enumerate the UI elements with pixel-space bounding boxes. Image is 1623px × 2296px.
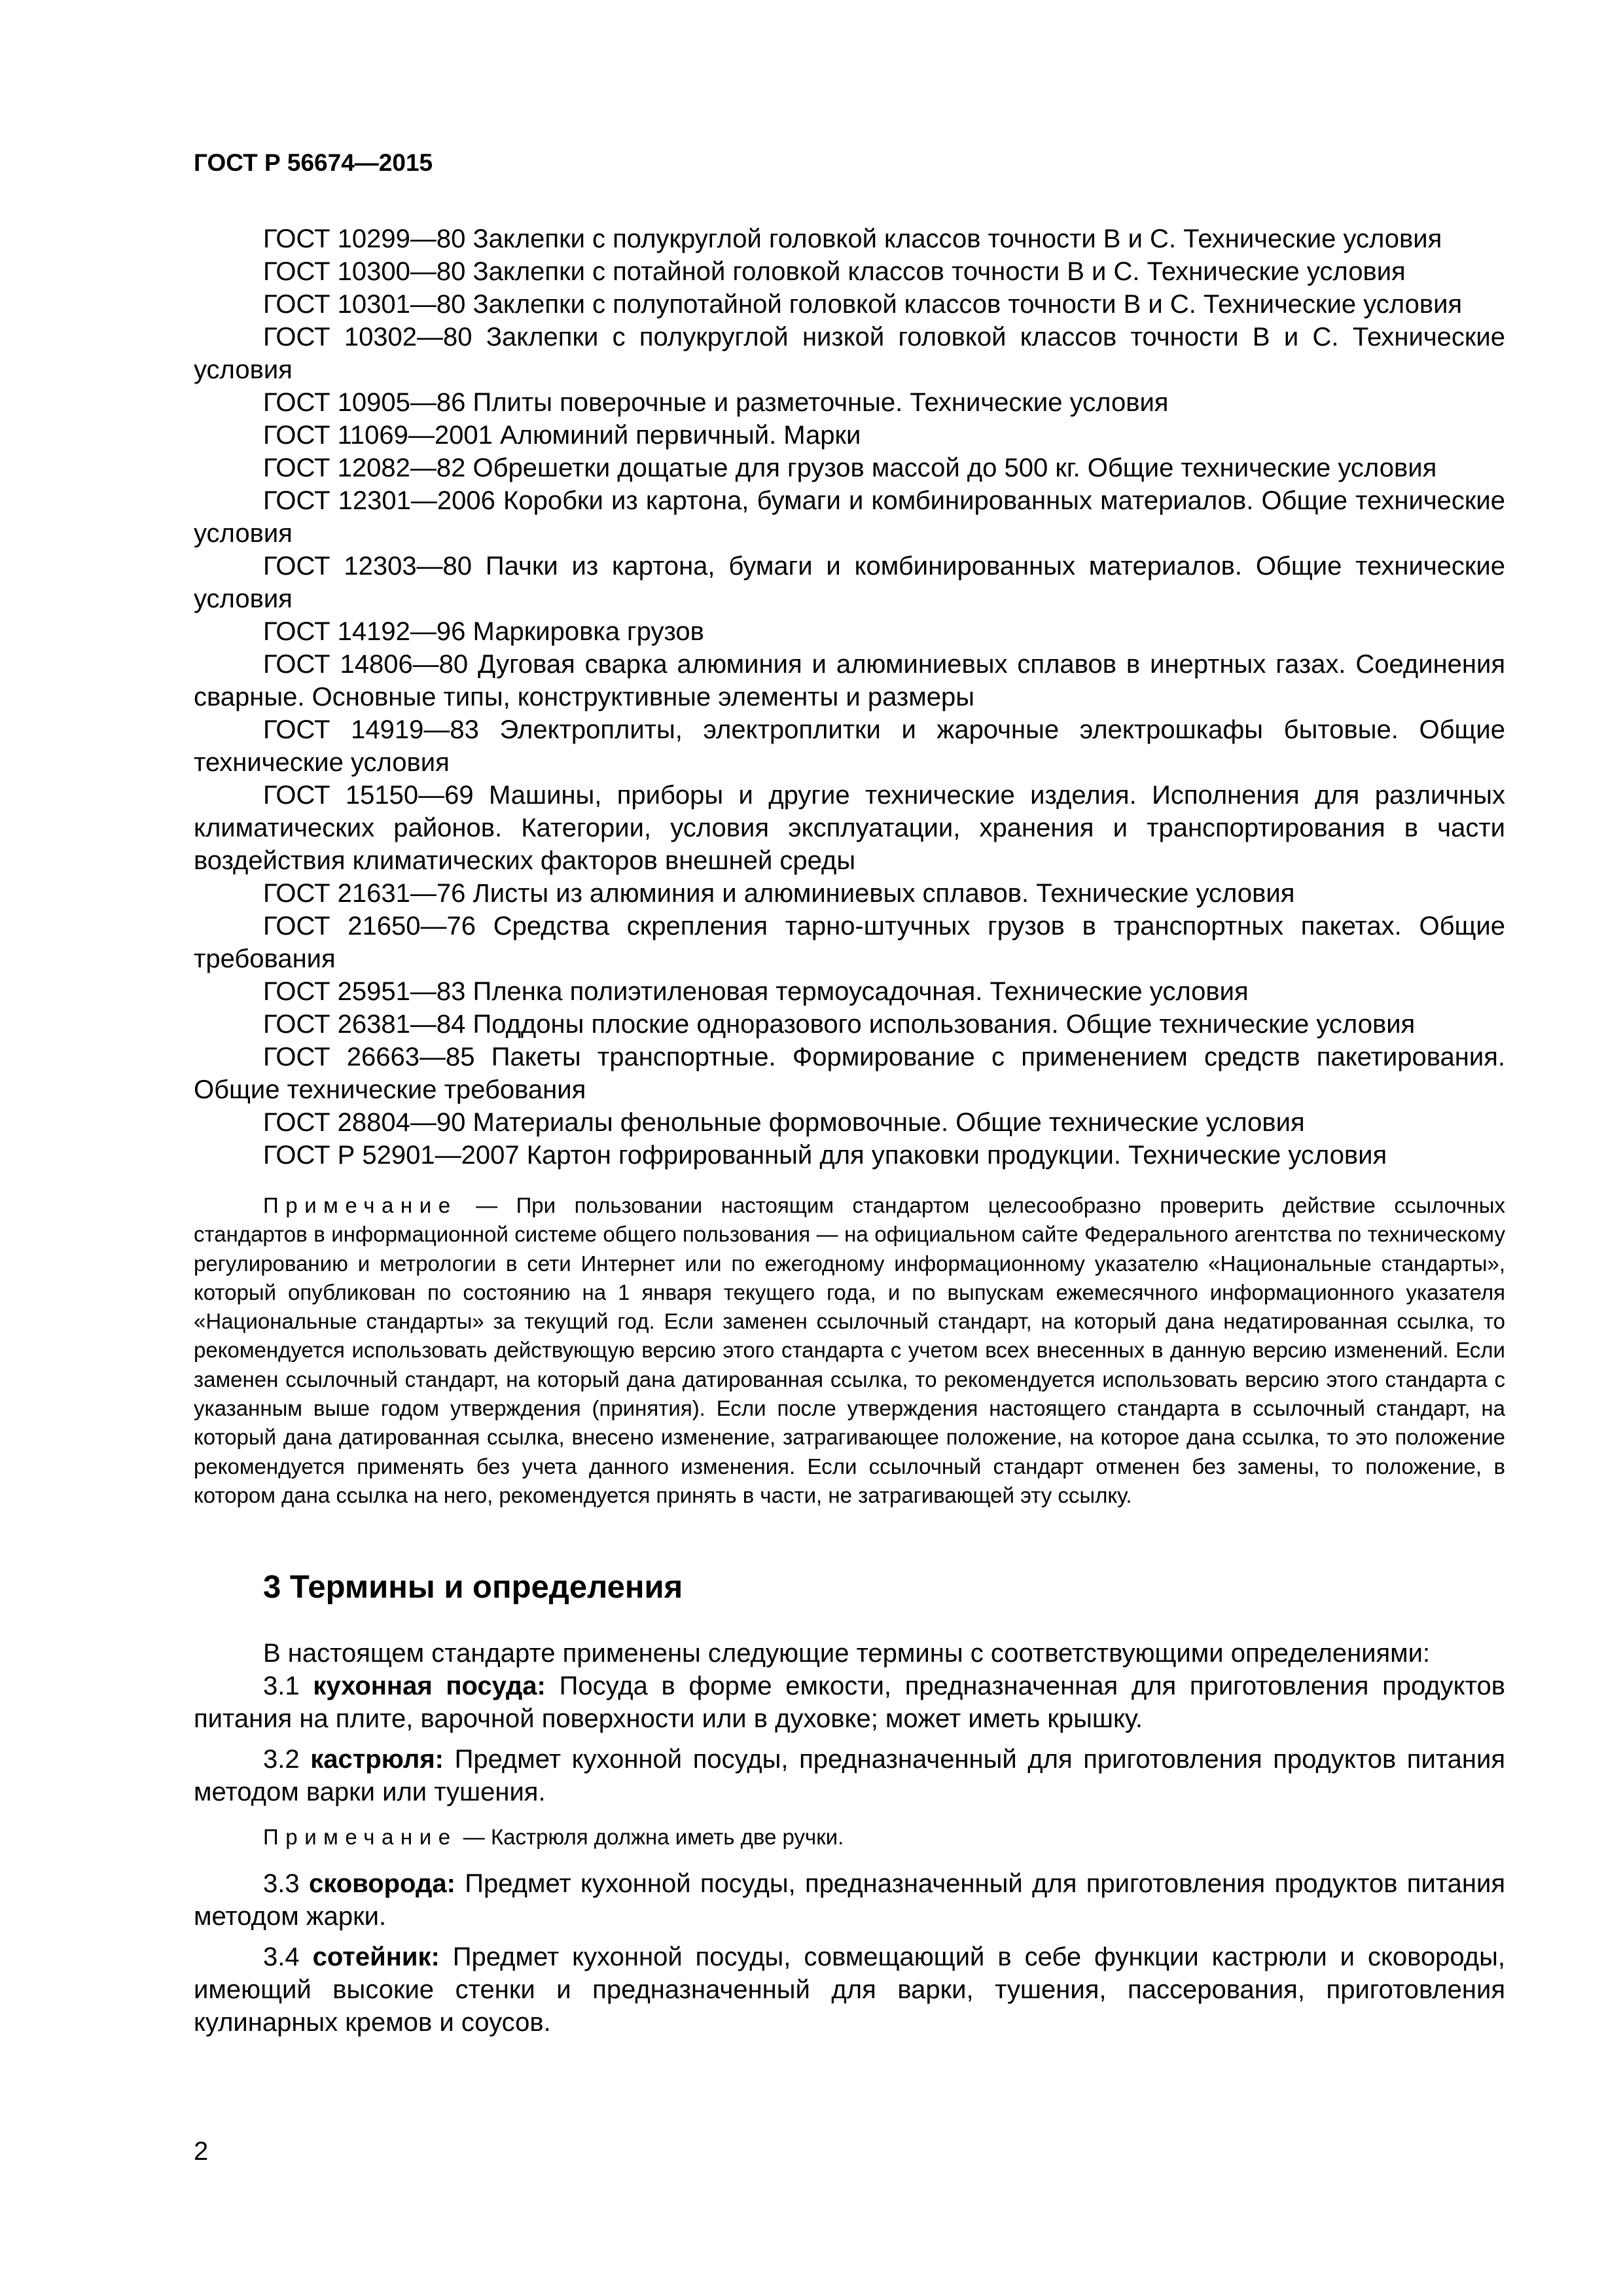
reference-item: ГОСТ 26381—84 Поддоны плоские одноразового использования. Общие технические условия xyxy=(263,1010,1416,1039)
term-entry xyxy=(194,1867,1505,1933)
reference-item: ГОСТ 21631—76 Листы из алюминия и алюминиевых сплавов. Технические условия xyxy=(263,879,1295,908)
term-name: сотейник: xyxy=(312,1943,440,1972)
term-name: сковорода: xyxy=(308,1869,455,1899)
reference-item: ГОСТ 21650—76 Средства скрепления тарно-штучных грузов в транспортных пакетах. Общие требования xyxy=(194,912,1505,973)
reference-item: ГОСТ 14192—96 Маркировка грузов xyxy=(263,617,704,646)
term-name: кухонная посуда: xyxy=(313,1672,546,1701)
document-header: ГОСТ Р 56674—2015 xyxy=(194,149,433,176)
reference-item: ГОСТ 26663—85 Пакеты транспортные. Формирование с применением средств пакетирования. Общие технические требования xyxy=(194,1043,1505,1104)
term-name: кастрюля: xyxy=(310,1745,444,1774)
reference-item: ГОСТ 14919—83 Электроплиты, электроплитки и жарочные электрошкафы бытовые. Общие технические условия xyxy=(194,715,1505,777)
reference-item: ГОСТ 15150—69 Машины, приборы и другие технические изделия. Исполнения для различных климатических районов. Категории, условия эксплуатации, хранения и транспортирования в части воздействия климатических факторов внешней среды xyxy=(194,781,1505,875)
reference-item: ГОСТ 25951—83 Пленка полиэтиленовая термоусадочная. Технические условия xyxy=(263,977,1249,1006)
reference-item: ГОСТ 14806—80 Дуговая сварка алюминия и алюминиевых сплавов в инертных газах. Соединения сварные. Основные типы, конструктивные элементы и размеры xyxy=(194,650,1505,711)
note-label: Примечание xyxy=(263,1825,457,1850)
page-number: 2 xyxy=(194,2137,209,2166)
reference-item: ГОСТ 10302—80 Заклепки с полукруглой низкой головкой классов точности В и С. Технические условия xyxy=(194,323,1505,384)
reference-item: ГОСТ 12082—82 Обрешетки дощатые для грузов массой до 500 кг. Общие технические условия xyxy=(263,454,1437,482)
term-number: 3.2 xyxy=(263,1745,311,1774)
term-definition: Предмет кухонной посуды, предназначенный для приготовления продуктов питания методом варки или тушения. xyxy=(194,1745,1506,1807)
reference-item: ГОСТ 11069—2001 Алюминий первичный. Марки xyxy=(263,421,861,450)
section-intro: В настоящем стандарте применены следующие термины с соответствующими определениями: xyxy=(263,1639,1431,1668)
note-label: Примечание xyxy=(263,1193,457,1217)
term-note xyxy=(194,1823,1505,1852)
reference-item: ГОСТ 12301—2006 Коробки из картона, бумаги и комбинированных материалов. Общие технические условия xyxy=(194,486,1505,548)
reference-item: ГОСТ 10905—86 Плиты поверочные и разметочные. Технические условия xyxy=(263,388,1169,417)
term-definition: Предмет кухонной посуды, совмещающий в себе функции кастрюли и сковороды, имеющий высокие стенки и предназначенный для варки, тушения, пассерования, приготовления кулинарных кремов и соусов. xyxy=(194,1943,1506,2037)
reference-item: ГОСТ 10300—80 Заклепки с потайной головкой классов точности В и С. Технические условия xyxy=(263,257,1406,286)
term-number: 3.3 xyxy=(263,1869,309,1899)
term-number: 3.1 xyxy=(263,1672,313,1701)
reference-item: ГОСТ Р 52901—2007 Картон гофрированный для упаковки продукции. Технические условия xyxy=(263,1141,1387,1170)
term-entry xyxy=(194,1743,1505,1808)
reference-item: ГОСТ 10299—80 Заклепки с полукруглой головкой классов точности В и С. Технические условия xyxy=(263,224,1442,253)
term-number: 3.4 xyxy=(263,1943,313,1972)
reference-list xyxy=(194,223,1505,1172)
note-text: — Кастрюля должна иметь две ручки. xyxy=(457,1825,844,1850)
term-entry xyxy=(194,1670,1505,1735)
term-definition: Посуда в форме емкости, предназначенная для приготовления продуктов питания на плите, варочной поверхности или в духовке; может иметь крышку. xyxy=(194,1672,1505,1734)
term-definition: Предмет кухонной посуды, предназначенный для приготовления продуктов питания методом жарки. xyxy=(194,1869,1505,1931)
page-content xyxy=(194,223,1505,2039)
reference-item: ГОСТ 10301—80 Заклепки с полупотайной головкой классов точности В и С. Технические условия xyxy=(263,290,1463,319)
reference-item: ГОСТ 28804—90 Материалы фенольные формовочные. Общие технические условия xyxy=(263,1108,1305,1137)
note-text: — При пользовании настоящим стандартом целесообразно проверить действие ссылочных стандартов в информационной системе общего пользования — на официальном сайте Федерального агентства по техническому регулированию и метрологии в сети Интернет или по ежегодному информационному указателю «Национальные стандарты», который опубликован по состоянию на 1 января текущего года, и по выпускам ежемесячного информационного указателя «Национальные стандарты» за текущий год. Если заменен ссылочный стандарт, на который дана недатированная ссылка, то рекомендуется использовать действующую версию этого стандарта с учетом всех внесенных в данную версию изменений. Если заменен ссылочный стандарт, на который дана датированная ссылка, то рекомендуется использовать версию этого стандарта с указанным выше годом утверждения (принятия). Если после утверждения настоящего стандарта в ссылочный стандарт, на который дана датированная ссылка, внесено изменение, затрагивающее положение, на которое дана ссылка, то это положение рекомендуется применять без учета данного изменения. Если ссылочный стандарт отменен без замены, то положение, в котором дана ссылка на него, рекомендуется принять в части, не затрагивающей эту ссылку. xyxy=(194,1193,1505,1507)
references-note xyxy=(194,1191,1505,1510)
term-entry xyxy=(194,1941,1505,2039)
reference-item: ГОСТ 12303—80 Пачки из картона, бумаги и комбинированных материалов. Общие технические условия xyxy=(194,552,1505,613)
section-title: 3 Термины и определения xyxy=(263,1570,683,1605)
